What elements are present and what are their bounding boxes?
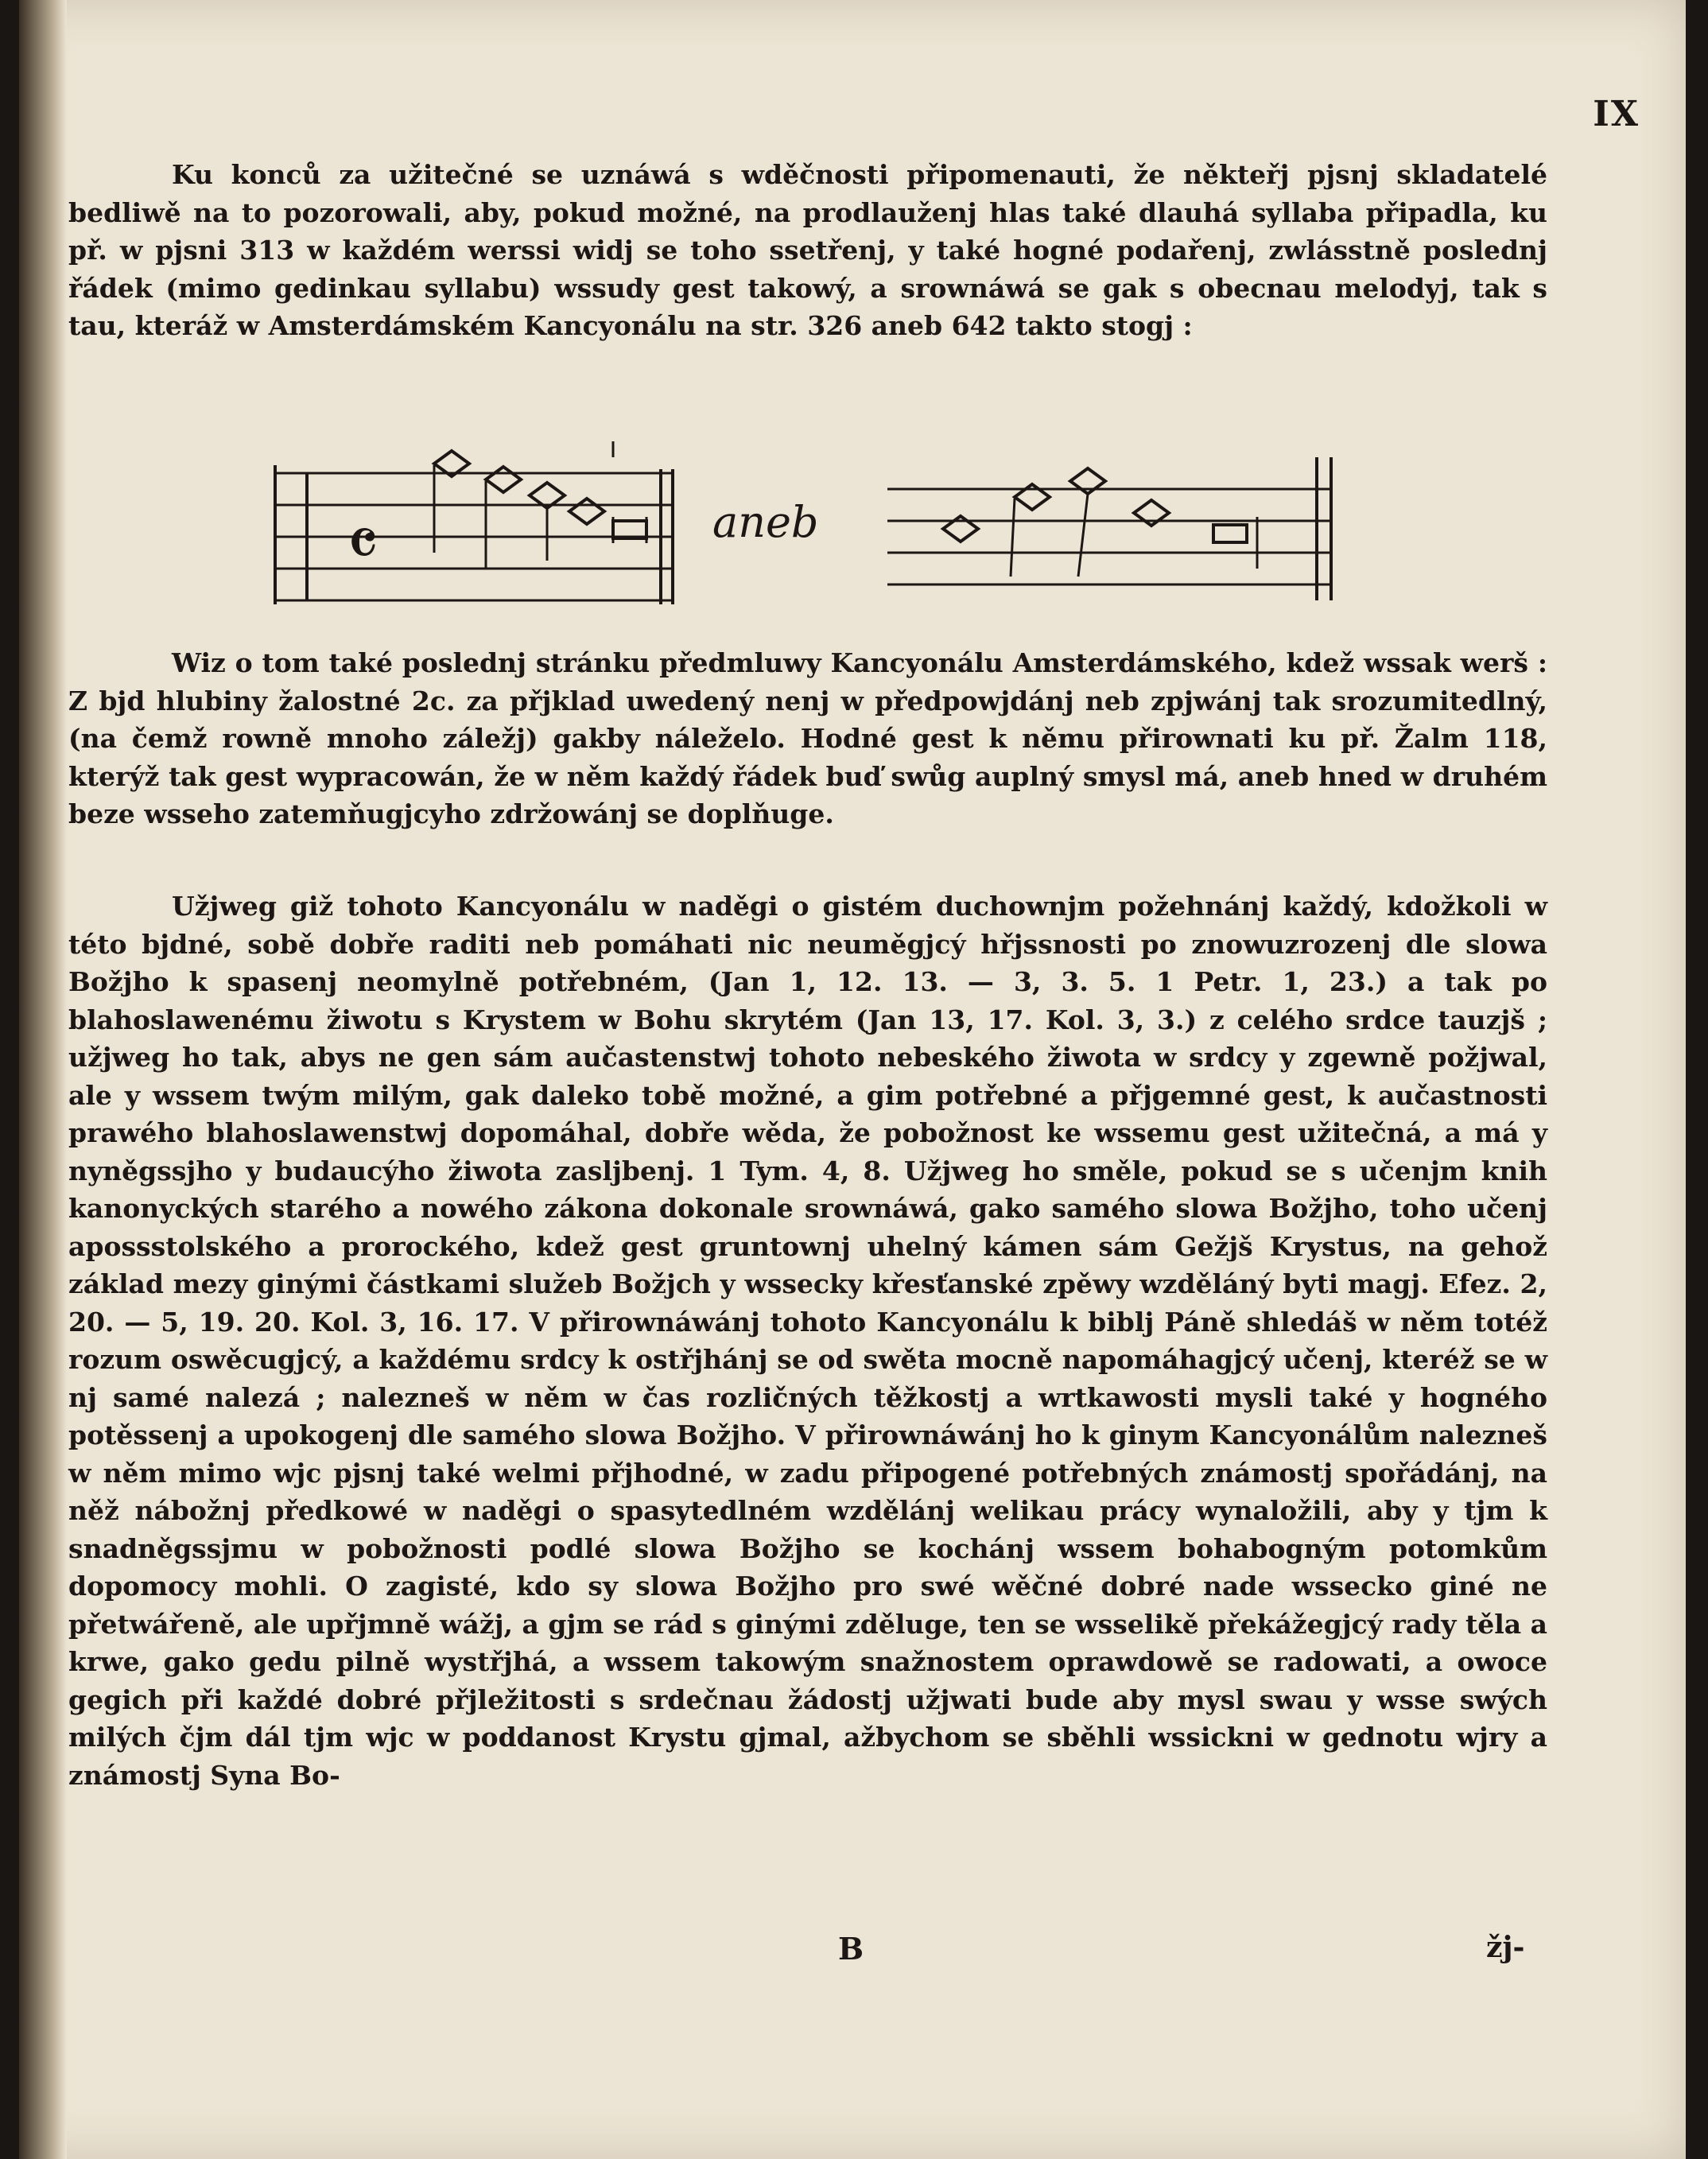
catchword: žj- xyxy=(1486,1931,1525,1964)
music-aneb-label: aneb xyxy=(712,497,819,547)
paragraph-1-text: Ku konců za užitečné se uznáwá s wděčnosti připomenauti, že někteřj pjsnj skladatelé bedliwě na to pozorowali, aby, pokud možné, na prodlauženj hlas také dlauhá syllaba připadla, ku př. w pjsni 313 w každém werssi widj se toho ssetřenj, y také hogné podařenj, zwlásstně poslednj řádek (mimo gedinkau syllabu) wssudy gest takowý, a srownáwá se gak s obecnau melodyj, tak s tau, kteráž w Amsterdámském Kancyonálu na str. 326 aneb 642 takto stogj : xyxy=(68,159,1547,341)
paragraph-2 xyxy=(68,644,1547,833)
book-page xyxy=(19,0,1686,2159)
paragraph-3 xyxy=(68,887,1547,1794)
signature-mark: B xyxy=(838,1931,864,1967)
paragraph-1 xyxy=(68,156,1547,345)
paragraph-2-text: Wiz o tom také poslednj stránku předmluwy Kancyonálu Amsterdámského, kdež wssak werš : Z bjd hlubiny žalostné 2c. za přjklad uwedený nenj w předpowjdánj neb zpjwánj tak srozumitedlný, (na čemž rowně mnoho záležj) gakby náleželo. Hodné gest k němu přirownati ku př. Žalm 118, kterýž tak gest wypracowán, že w něm každý řádek buď swůg auplný smysl má, aneb hned w druhém beze wsseho zatemňugjcyho zdržowánj se doplňuge. xyxy=(68,647,1547,829)
clef-symbol: 𝄴 xyxy=(347,503,379,586)
book-spine-shadow xyxy=(19,0,67,2159)
music-staff-illustration xyxy=(251,441,1361,608)
paragraph-3-text: Užjweg giž tohoto Kancyonálu w naděgi o gistém duchownjm požehnánj každý, kdožkoli w této bjdné, sobě dobře raditi neb pomáhati nic neuměgjcý hřjssnosti po znowuzrozenj dle slowa Božjho k spasenj neomylně potřebném, (Jan 1, 12. 13. — 3, 3. 5. 1 Petr. 1, 23.) a tak po blahoslawenému žiwotu s Krystem w Bohu skrytém (Jan 13, 17. Kol. 3, 3.) z celého srdce tauzjš ; užjweg ho tak, abys ne gen sám aučastenstwj tohoto nebeského žiwota w srdcy y zgewně požjwal, ale y wssem twým milým, gak daleko tobě možné, a gim potřebné a přjgemné gest, k aučastnosti prawého blahoslawenstwj dopomáhal, dobře wěda, že pobožnost ke wssemu gest užitečná, a má y nyněgssjho y budaucýho žiwota zasljbenj. 1 Tym. 4, 8. Užjweg ho směle, pokud se s učenjm knih kanonyckých starého a nowého zákona dokonale srownáwá, gako samého slowa Božjho, toho učenj apossstolského a prorockého, kdež gest gruntownj uhelný kámen sám Gežjš Krystus, na gehož základ mezy ginými částkami služeb Božjch y wssecky křesťanské zpěwy wzděláný byti magj. Efez. 2, 20. — 5, 19. 20. Kol. 3, 16. 17. V přirownáwánj tohoto Kancyonálu k biblj Páně shledáš w něm totéž rozum oswěcugjcý, a každému srdcy k ostřjhánj se od swěta mocně napomáhagjcý učenj, kteréž se w nj samé nalezá ; nalezneš w něm w čas rozličných těžkostj a wrtkawosti mysli také y hogného potěssenj a upokogenj dle samého slowa Božjho. V přirownáwánj ho k ginym Kancyonálům nalezneš w něm mimo wjc pjsnj také welmi přjhodné, w zadu připogené potřebných známostj spořádánj, na něž nábožnj předkowé w naděgi o spasytedlném wzdělánj welikau prácy wynaložili, aby y tjm k snadněgssjmu w pobožnosti podlé slowa Božjho se kochánj wssem bohabogným potomkům dopomocy mohli. O zagisté, kdo sy slowa Božjho pro swé wěčné dobré nade wssecko giné ne přetwářeně, ale upřjmně wážj, a gjm se rád s ginými zděluge, ten se wsselikě překážegjcý rady těla a krwe, gako gedu pilně wystřjhá, a wssem takowým snažnostem oprawdowě se radowati, a owoce gegich při každé dobré přjležitosti s srdečnau žádostj užjwati bude aby mysl swau y wsse swých milých čjm dál tjm wjc w poddanost Krystu gjmal, ažbychom se sběhli wssickni w gednotu wjry a známostj Syna Bo- xyxy=(68,891,1547,1791)
music-notation xyxy=(251,441,1361,608)
notes-right xyxy=(943,468,1257,577)
page-number: IX xyxy=(1593,94,1640,134)
